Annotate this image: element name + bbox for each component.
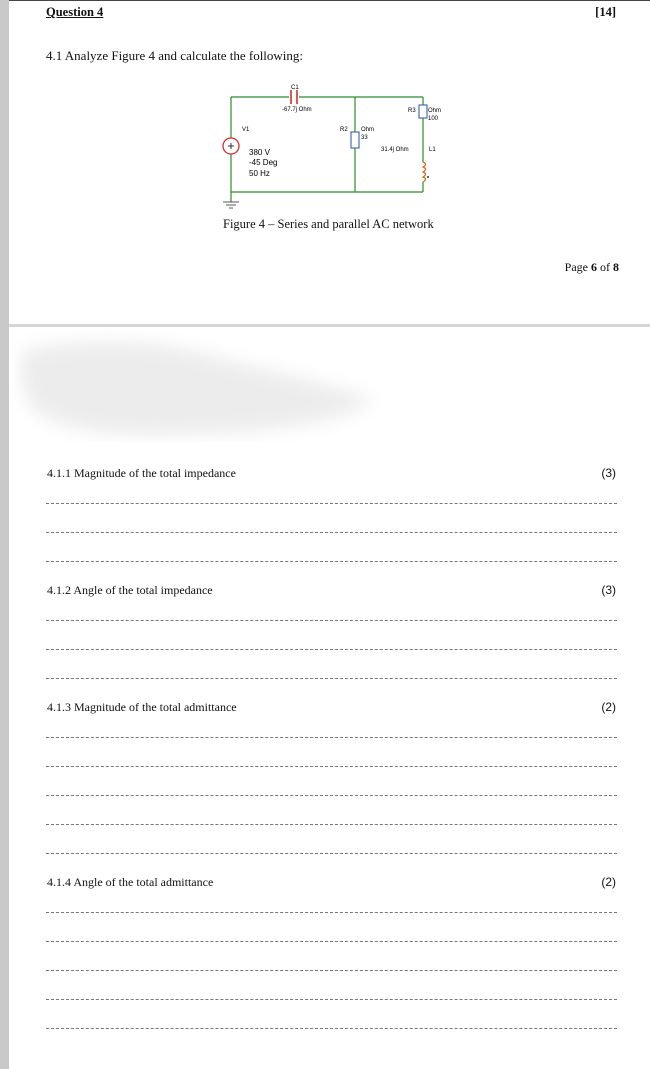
marks-4-1-4: (2) <box>601 875 616 889</box>
answer-line <box>46 532 617 533</box>
resistor-r3 <box>419 105 427 118</box>
marks-4-1-1: (3) <box>601 466 616 480</box>
answer-line <box>46 970 617 971</box>
v1-phase: -45 Deg <box>249 158 278 167</box>
answer-line <box>46 999 617 1000</box>
answer-line <box>46 737 617 738</box>
answer-line <box>46 561 617 562</box>
r3-label: R3 <box>408 108 416 114</box>
answer-line <box>46 678 617 679</box>
page-break-divider <box>9 324 650 327</box>
page-total: 8 <box>613 260 619 274</box>
question-4-1-3: 4.1.3 Magnitude of the total admittance <box>47 700 237 714</box>
r2-label: R2 <box>340 127 348 133</box>
answer-line <box>46 912 617 913</box>
answer-line <box>46 620 617 621</box>
question-4-1-1: 4.1.1 Magnitude of the total impedance <box>47 466 236 480</box>
answer-line <box>46 795 617 796</box>
circuit-diagram <box>0 0 650 210</box>
v1-label: V1 <box>242 127 250 133</box>
ground-symbol <box>223 202 239 208</box>
page-prefix: Page <box>564 260 591 274</box>
page-current: 6 <box>591 260 597 274</box>
answer-line <box>46 853 617 854</box>
v1-frequency: 50 Hz <box>249 169 270 178</box>
marks-4-1-2: (3) <box>601 583 616 597</box>
answer-line <box>46 1028 617 1029</box>
r3-unit: Ohm <box>428 108 442 114</box>
resistor-r2 <box>351 132 359 148</box>
capacitor-c1 <box>291 90 297 104</box>
answer-line <box>46 649 617 650</box>
question-title: Question 4 <box>46 5 104 19</box>
answer-line <box>46 503 617 504</box>
r2-unit: Ohm <box>361 127 375 133</box>
smudge-shadow <box>14 330 394 442</box>
question-4-1-2: 4.1.2 Angle of the total impedance <box>47 583 213 597</box>
r2-value: 33 <box>361 135 368 141</box>
v1-voltage: 380 V <box>249 148 270 157</box>
inductor-l1 <box>423 162 426 182</box>
page-of: of <box>597 260 613 274</box>
answer-line <box>46 766 617 767</box>
figure-caption: Figure 4 – Series and parallel AC network <box>223 217 434 231</box>
l1-value: 31.4j Ohm <box>381 147 409 153</box>
c1-value: -67.7j Ohm <box>282 107 312 113</box>
marks-4-1-3: (2) <box>601 700 616 714</box>
c1-label: C1 <box>291 85 299 91</box>
answer-line <box>46 824 617 825</box>
inductor-dot <box>427 176 429 178</box>
l1-label: L1 <box>429 147 436 153</box>
r3-value: 100 <box>428 116 439 122</box>
question-total-marks: [14] <box>595 5 616 19</box>
answer-line <box>46 941 617 942</box>
question-4-1-4: 4.1.4 Angle of the total admittance <box>47 875 214 889</box>
question-intro: 4.1 Analyze Figure 4 and calculate the following: <box>46 48 304 63</box>
page-number <box>565 260 619 275</box>
